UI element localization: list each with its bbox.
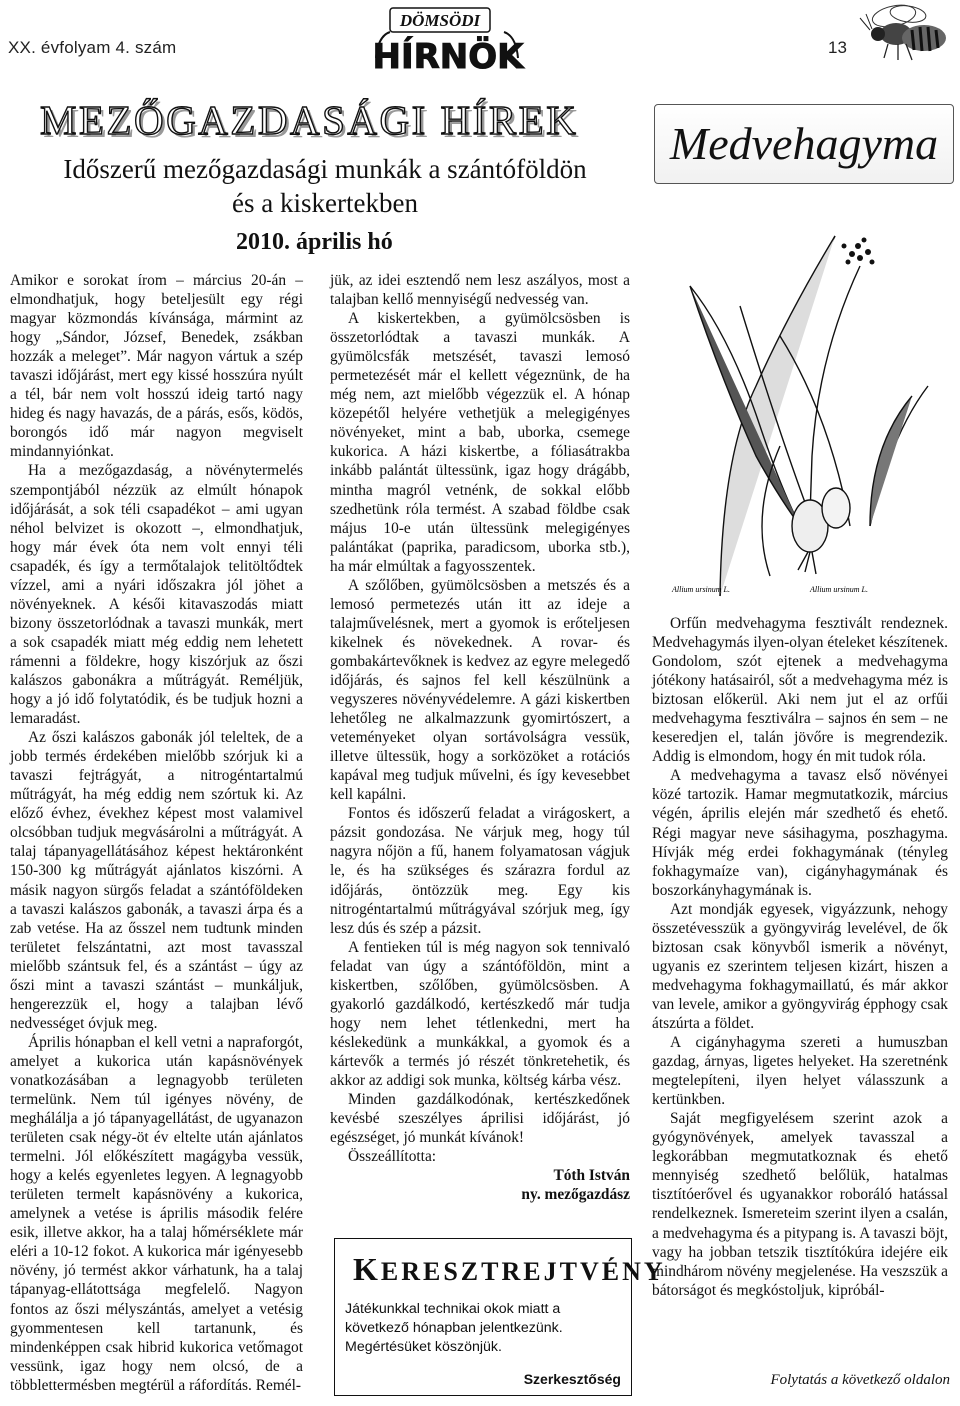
sidebar-paragraph: A cigányhagyma szereti a humuszban gazdag, árnyas, ligetes helyeket. Ha szeretnénk megtelepíteni, ilyen helyet válasszunk a kertünkben.	[652, 1034, 948, 1109]
sidebar-column	[652, 614, 948, 1300]
article-paragraph: Fontos és időszerű feladat a virágoskert, a pázsit gondozása. Ne várjuk meg, hogy túl nagyra nőjön a fű, hanem folyamatosan vágjuk le, és ha szükséges és szárazra fordul az időjárás, öntözzük meg. Egy kis nitrogéntartalmú műtrágyával szórjuk meg, így lesz dús és szép a pázsit.	[330, 805, 630, 937]
article-paragraph: Ha a mezőgazdaság, a növénytermelés szempontjából nézzük az elmúlt hónapok időjárását, a sok téli csapadékot – ami ugyan néhol belvizet is okozott –, elmondhatjuk, hogy már évek óta nem volt ennyi téli csapadék, és így a termőtalajok telitöltődtek vízzel, ami a nyári időszakra jól jöhet a növényeknek. A késői kitavaszodás miatt bizony összetorlódnak a tavaszi munkák, mert a sok csapadék miatt még eddig nem lehetett rámenni a földekre, hogy kiszórjuk az őszi kalászos gabonákra a műtrágyát. Reméljük, hogy a jó idő folytatódik, és be tudjuk hozni a lemaradást.	[10, 462, 303, 728]
sidebar-title: Medvehagyma	[654, 104, 954, 184]
plant-caption-1: Allium ursinum L.	[672, 585, 731, 594]
crossword-title-initial: K	[353, 1251, 381, 1287]
crossword-title	[353, 1251, 666, 1288]
article-title: MEZŐGAZDASÁGI HÍREK	[40, 97, 579, 143]
continued-note: Folytatás a következő oldalon	[770, 1372, 950, 1388]
article-date: 2010. április hó	[236, 229, 393, 255]
crossword-signature: Szerkesztőség	[523, 1371, 621, 1387]
page-number: 13	[828, 38, 847, 57]
subtitle-line-1: Időszerű mezőgazdasági munkák a szántóföldön	[63, 154, 587, 184]
article-column-2	[330, 271, 630, 1204]
article-paragraph: Április hónapban el kell vetni a napraforgót, amelyet a kukorica után kapásnövények vonatkozásában a legnagyobb területen termelünk. Nem túl igényes növény, de meghálálja a jó tápanyagellátást, de ugyanazon területen csak négy-öt év eltelte után ajánlatos termelni. Jól előkészített magágyba vessük, hogy a kelés egyenletes legyen. A legnagyobb területen termelt kapásnövény a kukorica, amelynek a vetése is április második felére esik, illetve akkor, ha a talaj hőmérséklete már eléri a 10-12 fokot. A kukorica már igényesebb növény, jó termést akkor várhatunk, ha a talaj tápanyag-ellátottsága megfelelő. Nagyon fontos az őszi mélyszántás, amelyet a vetésig gyommentesen kell tartanunk, és mindenképpen csak hibrid kukorica vetőmagot vessünk, igaz hogy nem olcsó, de a többlettermésben megtérül a ráfordítás. Remél-	[10, 1033, 303, 1394]
sidebar-paragraph: Orfűn medvehagyma fesztivált rendeznek. Medvehagymás ilyen-olyan ételeket készítenek. Gondolom, szót ejtenek a medvehagyma jótékony hatásairól, sőt a medvehagyma méz is biztosan előkerül. Aki nem jut el az orfűi medvehagyma fesztiválra – sajnos én sem – ne keseredjen el, talán jövőre is megrendezik. Addig is elmondom, hogy én mit tudok róla.	[652, 615, 948, 766]
subtitle-line-2: és a kiskertekben	[232, 188, 418, 218]
issue-info: XX. évfolyam 4. szám	[8, 38, 177, 57]
logo-bottom-text: HÍRNÖK	[372, 37, 524, 77]
sidebar-paragraph: Saját megfigyelésem szerint azok a gyógynövények, amelyek tavasszal a legkorábban megmutatkoznak és ehető mennyiség szedhető belőlük, hatalmas tisztítóerővel és ugyanakkor roboráló hatással rendelkeznek. Ismereteim szerint ilyen a csalán, a medvehagyma és a pitypang is. A tavaszi böjt, vagy ha jobban tetszik tisztítókúra idejére eik mindhárom növény megjelenése. Ha veszszük a bátorságot és megkóstoljuk, kipróbál-	[652, 1110, 948, 1299]
article-paragraph: Amikor e sorokat írom – március 20-án – elmondhatjuk, hogy beteljesült egy régi magyar közmondás kívánsága, mármint az hogy „Sándor, József, Benedek, zsákban hozzák a meleget”. Már nagyon vártuk a szép tavaszi időjárást, mert egy kissé hosszúra nyúlt a tél, bár nem volt hosszú ideig tartó nagy hideg és nagy havazás, de a párás, esős, ködös, borongós idő már nagyon megviselt mindannyiónkat.	[10, 272, 303, 461]
article-paragraph: A szőlőben, gyümölcsösben a metszés és a lemosó permetezés után itt az ideje a talajművelésnek, mert a gyomok is erőteljesen kikelnek és növekednek. A rovar- és gombakártevőknek is kedvez az egyre melegedő időjárás, és sajnos fel kell készülnünk a vegyszeres növényvédelemre. A gázi kiskertben lehetőleg ne alkalmazzunk gyomirtószert, a veteményeket olyan sortávolságra vessük, illetve ültessük, hogy a sorközöket a rotációs kapával meg tudjuk művelni, és így kevesebbet kell kapálni.	[330, 576, 630, 804]
compiled-by-label: Összeállította:	[348, 1148, 437, 1166]
medvehagyma-illustration	[660, 196, 950, 600]
article-paragraph: A fentieken túl is még nagyon sok tennivaló feladat van úgy a szántóföldön, mint a kiskertben, szőlőben, gyümölcsösben. A gyakorló gazdálkodó, kertészkedő már tudja hogy nem lehet tétlenkedni, mert ha késlekedünk a munkákkal, a gyomok és a kártevők a termés jó részét tönkretehetik, és akkor az addigi sok munka, költség kárba vész.	[330, 938, 630, 1089]
bee-icon	[858, 2, 958, 64]
crossword-title-rest: ERESZTREJTVÉNY	[380, 1257, 666, 1286]
article-paragraph: A kiskertekben, a gyümölcsösben is összetorlódtak a tavaszi munkák. A gyümölcsfák metszését, tavaszi lemosó permetezését már el kellett végeznünk, de ha még nem, azt mielőbb végezzük el. A hónap közepétől helyére vethetjük a melegigényes növényeket, mint a bab, uborka, csemege kukorica. A házi kiskertbe, a fóliasátrakba inkább palántát ültessünk, igaz hogy drágább, mintha magról vetnénk, de sokkal előbb szedhetünk róla termést. A szabad földbe csak május 10-e után ültessünk melegigényes palántákat (paprika, paradicsom, uborka stb.), ha már elmúltak a fagyosszentek.	[330, 310, 630, 575]
sidebar-paragraph: A medvehagyma a tavasz első növényei közé tartozik. Hamar megmutatkozik, március végén, április elején már szedhető és ehető. Régi magyar neve sásihagyma, poszhagyma. Hívják még erdei fokhagymának (tényleg fokhagymaíze van), cigányhagymának és boszorkányhagymának is.	[652, 767, 948, 899]
crossword-box	[334, 1238, 666, 1396]
logo-top-text: DÖMSÖDI	[399, 11, 481, 30]
sidebar-paragraph: Azt mondják egyesek, vigyázzunk, nehogy összetévesszük a gyöngyvirág levelével, de ők biztosan csak könyvből ismerik a növényt, ugyanis ez szerintem teljesen kizárt, hiszen a medvehagyma fokhagymaillatú, és már akkor van levele, amikor a gyöngyvirág épphogy csak átszúrta a földet.	[652, 900, 948, 1032]
article-paragraph: jük, az idei esztendő nem lesz aszályos, most a talajban kellő mennyiségű nedvesség van.	[330, 272, 630, 309]
author-name: Tóth István	[553, 1167, 630, 1185]
article-subtitle	[20, 152, 630, 220]
article-column-1	[10, 271, 303, 1395]
article-paragraph: Az őszi kalászos gabonák jól teleltek, de a jobb termés érdekében mielőbb szórjuk ki a tavaszi fejtrágyát, a nitrogéntartalmú műtrágyát, ha még eddig nem szórtuk ki. Az előző évhez, évekhez képest most valamivel olcsóbban tudjuk megvásárolni a műtrágyát. A talaj tápanyagellátásához képest hektáronként 150-300 kg műtrágyát ajánlatos kiszórni. A másik nagyon sürgős feladat a szántóföldeken a tavaszi kalászos gabonák, a tavaszi árpa és a zab vetése. Ha az ősszel nem tudtunk minden területet felszántatni, azt most tavasszal mielőbb szántsuk fel, és a szántást – úgy az őszi mint a tavaszi szántást – munkáljuk, hengerezzük el, hogy a talajban lévő nedvességet óvjuk meg.	[10, 729, 303, 1032]
newspaper-logo	[368, 2, 526, 78]
author-title: ny. mezőgazdász	[521, 1186, 630, 1204]
article-paragraph: Minden gazdálkodónak, kertészkedőnek kevésbé szeszélyes áprilisi időjárást, jó egészséget, jó munkát kívánok!	[330, 1091, 630, 1147]
plant-caption-2: Allium ursinum L.	[810, 585, 869, 594]
crossword-text: Játékunkkal technikai okok miatt a következő hónapban jelentkezünk. Megértésüket köszönjük.	[345, 1301, 563, 1355]
